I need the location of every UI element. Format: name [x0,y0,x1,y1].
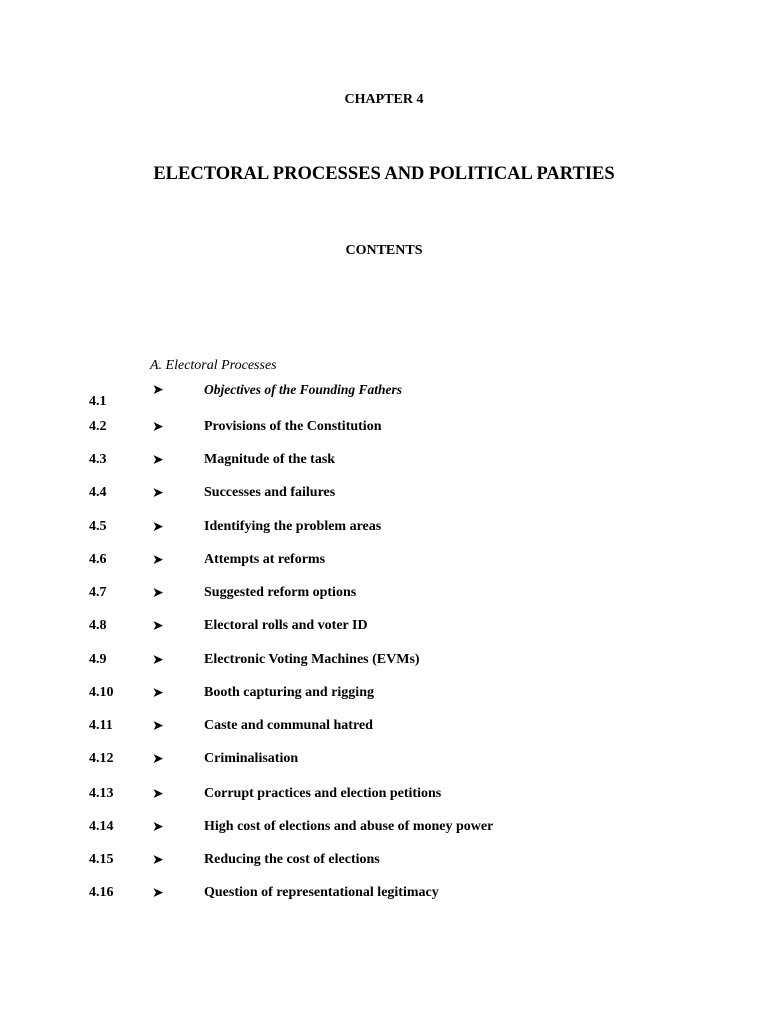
toc-row [0,452,768,472]
toc-number: 4.5 [89,519,107,534]
toc-row [0,885,768,905]
arrow-bullet-icon: ➤ [152,786,164,802]
arrow-bullet-icon: ➤ [152,452,164,468]
chapter-title: ELECTORAL PROCESSES AND POLITICAL PARTIES [153,164,615,184]
toc-label: Successes and failures [204,485,336,500]
toc-number: 4.4 [89,485,107,500]
arrow-bullet-icon: ➤ [152,819,164,835]
arrow-bullet-icon: ➤ [152,585,164,601]
toc-number: 4.16 [89,885,114,900]
toc-label: Reducing the cost of elections [204,852,380,867]
toc-label: Identifying the problem areas [204,519,382,534]
toc-row [0,718,768,738]
arrow-bullet-icon: ➤ [152,751,164,767]
toc-label: Criminalisation [204,751,299,766]
toc-label: Booth capturing and rigging [204,685,374,700]
arrow-bullet-icon: ➤ [152,852,164,868]
toc-row [0,519,768,539]
toc-number: 4.10 [89,685,114,700]
toc-label: Objectives of the Founding Fathers [204,382,403,397]
toc-number: 4.8 [89,618,107,633]
arrow-bullet-icon: ➤ [152,885,164,901]
toc-row [0,852,768,872]
toc-number: 4.3 [89,452,107,467]
toc-number: 4.13 [89,786,114,801]
arrow-bullet-icon: ➤ [152,552,164,568]
arrow-bullet-icon: ➤ [152,485,164,501]
arrow-bullet-icon: ➤ [152,652,164,668]
toc-row [0,485,768,505]
toc-row [0,685,768,705]
toc-row [0,819,768,839]
toc-number: 4.1 [89,394,107,409]
toc-label: Attempts at reforms [204,552,326,567]
toc-number: 4.6 [89,552,107,567]
chapter-label: CHAPTER 4 [344,92,424,107]
toc-label: Suggested reform options [204,585,357,600]
arrow-bullet-icon: ➤ [152,382,164,398]
toc-row [0,585,768,605]
toc-row [0,652,768,672]
arrow-bullet-icon: ➤ [152,519,164,535]
toc-number: 4.7 [89,585,107,600]
arrow-bullet-icon: ➤ [152,419,164,435]
toc-row [0,552,768,572]
section-a-heading: A. Electoral Processes [150,358,277,373]
toc-label: Electoral rolls and voter ID [204,618,368,633]
toc-number: 4.9 [89,652,107,667]
toc-number: 4.11 [89,718,113,733]
contents-heading: CONTENTS [345,243,423,258]
toc-number: 4.12 [89,751,114,766]
toc-label: Magnitude of the task [204,452,336,467]
arrow-bullet-icon: ➤ [152,618,164,634]
toc-label: High cost of elections and abuse of money power [204,819,494,834]
toc-row [0,786,768,806]
toc-label: Corrupt practices and election petitions [204,786,442,801]
toc-label: Caste and communal hatred [204,718,373,733]
toc-row [0,419,768,439]
arrow-bullet-icon: ➤ [152,718,164,734]
toc-row [0,382,768,409]
toc-label: Question of representational legitimacy [204,885,439,900]
toc-label: Provisions of the Constitution [204,419,382,434]
toc-row [0,618,768,638]
toc-number: 4.14 [89,819,114,834]
toc-row [0,751,768,771]
toc-number: 4.2 [89,419,107,434]
toc-label: Electronic Voting Machines (EVMs) [204,652,420,667]
arrow-bullet-icon: ➤ [152,685,164,701]
toc-number: 4.15 [89,852,114,867]
